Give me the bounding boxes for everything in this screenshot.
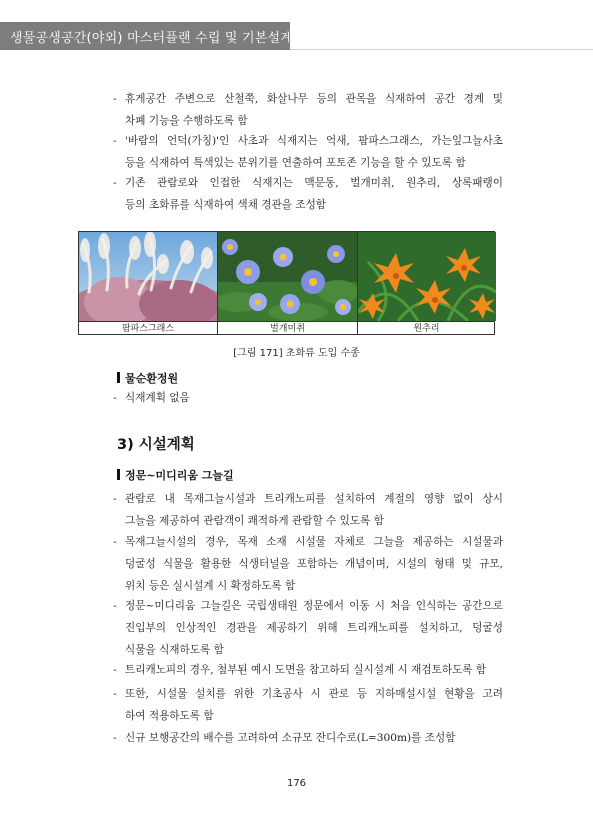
bullet-line: 정문~미디리움 그늘길은 국립생태원 정문에서 이동 시 처음 인식하는 공간으로	[125, 600, 503, 612]
figure-caption: [그림 171] 초화류 도입 수종	[233, 348, 360, 359]
bullet-line: 식재계획 없음	[125, 392, 190, 404]
bullet-dash: -	[113, 93, 117, 105]
bullet-line: 덩굴성 식물을 활용한 식생터널을 포함하는 개념이며, 시설의 형태 및 규모,	[125, 558, 503, 570]
bullet-item	[113, 595, 503, 661]
photo-divider	[357, 232, 358, 335]
bullet-line: 위치 등은 실시설계 시 확정하도록 함	[125, 580, 296, 592]
aster-flower-photo	[218, 232, 357, 321]
bullet-line: 등의 초화류를 식재하여 색채 경관을 조성함	[125, 199, 327, 211]
subheading-text: 물순환정원	[125, 372, 179, 385]
bullet-dash: -	[113, 493, 117, 505]
bullet-line: 하여 적용하도록 함	[125, 710, 214, 722]
bullet-item	[113, 88, 503, 132]
bullet-line: 관람로 내 목재그늘시설과 트리캐노피를 설치하여 계절의 영향 없이 상시	[125, 493, 503, 505]
bullet-dash: -	[113, 664, 117, 676]
photo-strip	[78, 231, 495, 335]
bullet-line: 또한, 시설물 설치를 위한 기초공사 시 관로 등 지하매설시설 현황을 고려	[125, 688, 503, 700]
bullet-item	[113, 172, 503, 216]
subheading-marker	[117, 469, 120, 480]
section-title: 3) 시설계획	[117, 437, 195, 453]
header-divider	[290, 49, 593, 50]
bullet-item	[113, 387, 503, 409]
header-title: 생물공생공간(야외) 마스터플랜 수립 및 기본설계	[10, 31, 294, 46]
bullet-line: 식물을 식재하도록 함	[125, 644, 224, 656]
photo-label: 팜파스그래스	[79, 321, 217, 335]
bullet-dash: -	[113, 688, 117, 700]
pampas-grass-photo	[79, 232, 217, 321]
bullet-line: 등을 식재하여 특색있는 분위기를 연출하여 포토존 기능을 할 수 있도록 함	[125, 157, 466, 169]
bullet-dash: -	[113, 600, 117, 612]
daylily-photo	[358, 232, 496, 321]
photo-divider	[217, 232, 218, 335]
bullet-dash: -	[113, 732, 117, 744]
bullet-item	[113, 727, 503, 749]
bullet-line: 목재그늘시설의 경우, 목재 소재 시설물 자체로 그늘을 제공하는 시설물과	[125, 536, 503, 548]
photo-label: 벌개미취	[218, 321, 357, 335]
bullet-dash: -	[113, 135, 117, 147]
bullet-item	[113, 531, 503, 597]
subheading	[117, 370, 178, 386]
bullet-line: 진입부의 인상적인 경관을 제공하기 위해 트리캐노피를 설치하고, 덩굴성	[125, 622, 503, 634]
bullet-item	[113, 488, 503, 532]
bullet-line: 그늘을 제공하여 관람객이 쾌적하게 관람할 수 있도록 함	[125, 515, 384, 527]
bullet-line: '바람의 언덕(가칭)'인 사초과 식재지는 억새, 팜파스그래스, 가는잎그늘사초	[125, 135, 503, 147]
bullet-line: 차폐 기능을 수행하도록 함	[125, 115, 248, 127]
bullet-line: 기존 관람로와 인접한 식재지는 맥문동, 벌개미취, 원추리, 상록패랭이	[125, 177, 503, 189]
header-bar	[0, 22, 294, 50]
bullet-item	[113, 659, 503, 681]
bullet-item	[113, 130, 503, 174]
subheading-text: 정문~미디리움 그늘길	[125, 469, 234, 482]
bullet-dash: -	[113, 536, 117, 548]
subheading-marker	[117, 372, 120, 383]
bullet-line: 신규 보행공간의 배수를 고려하여 소규모 잔디수로(L=300m)를 조성함	[125, 732, 456, 744]
bullet-item	[113, 683, 503, 727]
page-number: 176	[286, 778, 307, 789]
bullet-line: 트리캐노피의 경우, 첨부된 예시 도면을 참고하되 실시설계 시 재검토하도록 함	[125, 664, 487, 676]
subheading	[117, 467, 234, 483]
bullet-line: 휴게공간 주변으로 산철쭉, 화살나무 등의 관목을 식재하여 공간 경계 및	[125, 93, 503, 105]
photo-label: 원추리	[358, 321, 495, 335]
bullet-dash: -	[113, 177, 117, 189]
bullet-dash: -	[113, 392, 117, 404]
